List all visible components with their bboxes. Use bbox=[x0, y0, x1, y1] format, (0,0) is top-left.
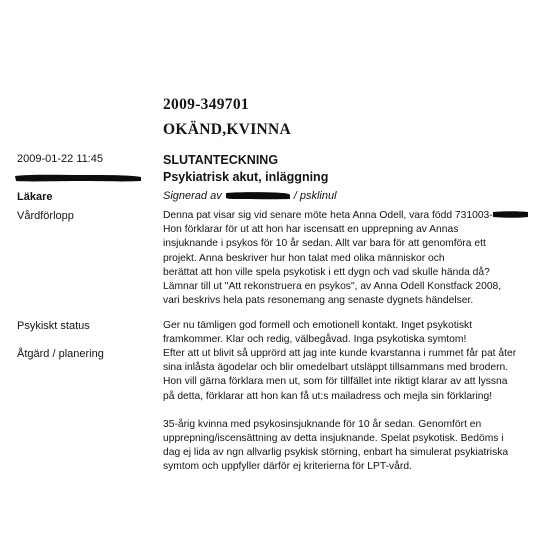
paragraph bbox=[163, 209, 558, 308]
text-line: Ger nu tämligen god formell och emotionell kontakt. Inget psykotiskt bbox=[163, 320, 473, 331]
text-line: Hon vill gärna förklara men ut, som för tillfället inte riktigt klarar av att lyssna bbox=[163, 376, 508, 388]
case-number: 2009-349701 bbox=[163, 96, 249, 113]
text-line-content: Denna pat visar sig vid senare möte heta Anna Odell, vara född 731003- bbox=[163, 210, 493, 221]
paragraph bbox=[163, 347, 558, 404]
section-label-psykiskt-status: Psykiskt status bbox=[17, 320, 90, 332]
text-line: projekt. Anna beskriver hur hon talat med olika människor och bbox=[163, 252, 445, 264]
text-line: på detta, förklarar att hon kan få ut:s mailadress och mejla sin förklaring! bbox=[163, 390, 493, 402]
note-title: SLUTANTECKNING bbox=[163, 153, 279, 167]
text-line: vari beskrivs hela pats resonemang ang senaste dygnets händelser. bbox=[163, 295, 474, 307]
text-line: dag ej lida av ngn allvarlig psykisk störning, enbart ha simulerat psykiatriska bbox=[163, 447, 509, 459]
text-line: sina inlåsta ägodelar och blir omedelbart utsläppt tillsammans med brodern. bbox=[163, 362, 509, 374]
text-line: insjuknande i psykos för 10 år sedan. Allt var bara för att genomföra ett bbox=[163, 238, 486, 250]
section-body-atgard-planering bbox=[163, 347, 558, 475]
text-line bbox=[163, 209, 558, 223]
note-subtitle: Psykiatrisk akut, inläggning bbox=[163, 170, 329, 184]
paragraph bbox=[163, 319, 558, 347]
redacted-name-mark bbox=[14, 173, 142, 183]
signed-by-line bbox=[163, 190, 337, 202]
section-body-psykiskt-status bbox=[163, 319, 558, 347]
paragraph bbox=[163, 418, 558, 475]
text-line: symtom och uppfyller därför ej kriterierna för LPT-vård. bbox=[163, 461, 412, 473]
section-body-vardforlopp bbox=[163, 209, 558, 308]
text-line: Hon förklarar för ut att hon har iscensatt en upprepning av Annas bbox=[163, 224, 459, 236]
text-line: berättat att hon ville spela psykotisk i ett dygn och vad skulle hända då? bbox=[163, 266, 490, 278]
redacted-id-mark bbox=[493, 210, 529, 218]
doctor-label: Läkare bbox=[17, 191, 53, 203]
signed-by-prefix: Signerad av bbox=[163, 190, 222, 202]
section-label-vardforlopp: Vårdförlopp bbox=[17, 210, 74, 222]
text-line: framkommer. Klar och redig, välbegåvad. Inga psykotiska symtom! bbox=[163, 334, 467, 346]
section-label-atgard-planering: Åtgärd / planering bbox=[17, 348, 104, 360]
patient-name: OKÄND,KVINNA bbox=[163, 121, 292, 138]
text-line: 35-årig kvinna med psykosinsjuknande för 10 år sedan. Genomfört en bbox=[163, 418, 482, 430]
entry-date-time: 2009-01-22 11:45 bbox=[17, 153, 104, 165]
text-line: upprepning/iscensättning av detta insjuknande. Spelat psykotisk. Bedöms i bbox=[163, 433, 504, 445]
text-line: Efter att ut blivit så upprörd att jag inte kunde kvarstanna i rummet får pat åter bbox=[163, 348, 517, 359]
redacted-signer-mark bbox=[225, 191, 291, 200]
signed-by-suffix: / psklinul bbox=[293, 190, 337, 202]
text-line: Lämnar till ut "Att rekonstruera en psykos", av Anna Odell Konstfack 2008, bbox=[163, 281, 502, 293]
